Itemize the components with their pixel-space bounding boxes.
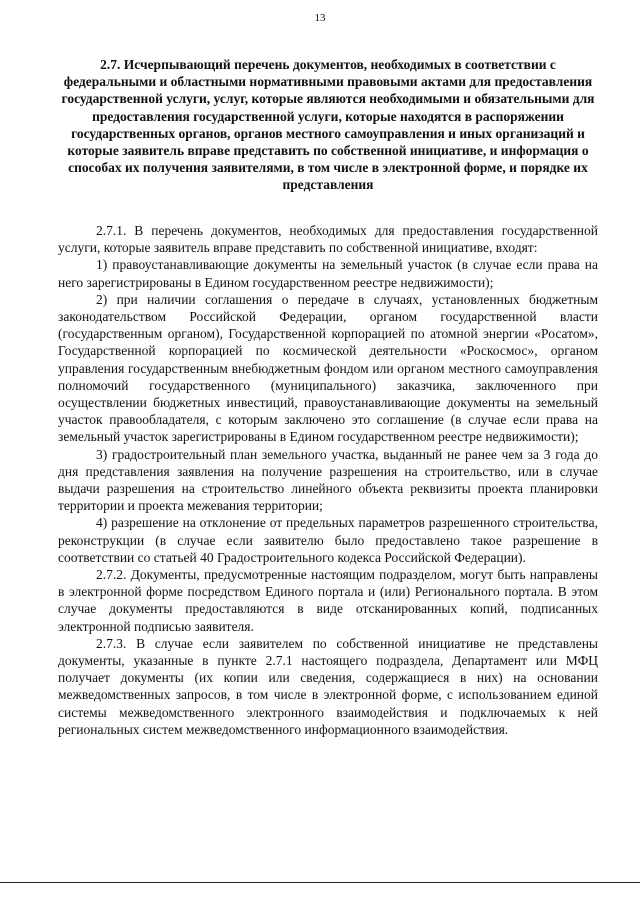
paragraph-2-7-3: 2.7.3. В случае если заявителем по собственной инициативе не представлены документы, указанные в пункте 2.7.1 настоящего подраздела, Департамент или МФЦ получает документы (их копии или сведения, содержащиеся в них) на основании межведомственных запросов, в том числе в электронной форме, с использованием единой системы межведомственного электронного взаимодействия и подключаемых к ней региональных систем межведомственного информационного взаимодействия.	[58, 635, 598, 737]
paragraph-2-7-2: 2.7.2. Документы, предусмотренные настоящим подразделом, могут быть направлены в электронной форме посредством Единого портала и (или) Регионального портала. В этом случае документы предоставляются в виде отсканированных копий, подписанных электронной подписью заявителя.	[58, 567, 598, 634]
list-item-1: 1) правоустанавливающие документы на земельный участок (в случае если права на него зарегистрированы в Едином государственном реестре недвижимости);	[58, 257, 598, 290]
bottom-divider	[0, 882, 640, 883]
paragraph-2-7-1: 2.7.1. В перечень документов, необходимых для предоставления государственной услуги, которые заявитель вправе представить по собственной инициативе, входят:	[58, 223, 598, 256]
list-item-3: 3) градостроительный план земельного участка, выданный не ранее чем за 3 года до дня представления заявления на получение разрешения на строительство, или в случае выдачи разрешения на строительство линейного объекта реквизиты проекта планировки территории и проекта межевания территории;	[58, 446, 598, 514]
list-item-2: 2) при наличии соглашения о передаче в случаях, установленных бюджетным законодательством Российской Федерации, органом государственной власти (государственным органом), Государственной корпорацией по атомной энергии «Росатом», Государственной корпорацией по космической деятельности «Роскосмос», органом управления государственным внебюджетным фондом или органом местного самоуправления полномочий государственного (муниципального) заказчика, заключенного при осуществлении бюджетных инвестиций, правоустанавливающие документы на земельный участок правообладателя, с которым заключено это соглашение (в случае если права на земельный участок зарегистрированы в Едином государственном реестре недвижимости);	[58, 291, 598, 445]
list-item-4: 4) разрешение на отклонение от предельных параметров разрешенного строительства, реконструкции (в случае если заявителю было предоставлено такое разрешение в соответствии со статьей 40 Градостроительного кодекса Российской Федерации).	[58, 515, 598, 565]
page-number: 13	[314, 12, 326, 24]
section-body	[58, 222, 598, 738]
section-heading: 2.7. Исчерпывающий перечень документов, необходимых в соответствии с федеральными и областными нормативными правовыми актами для предоставления государственной услуги, услуг, которые являются необходимыми и обязательными для предоставления государственной услуги, которые находятся в распоряжении государственных органов, органов местного самоуправления и иных организаций и которые заявитель вправе представить по собственной инициативе, и информация о способах их получения заявителями, в том числе в электронной форме, и порядке их представления	[61, 57, 595, 193]
